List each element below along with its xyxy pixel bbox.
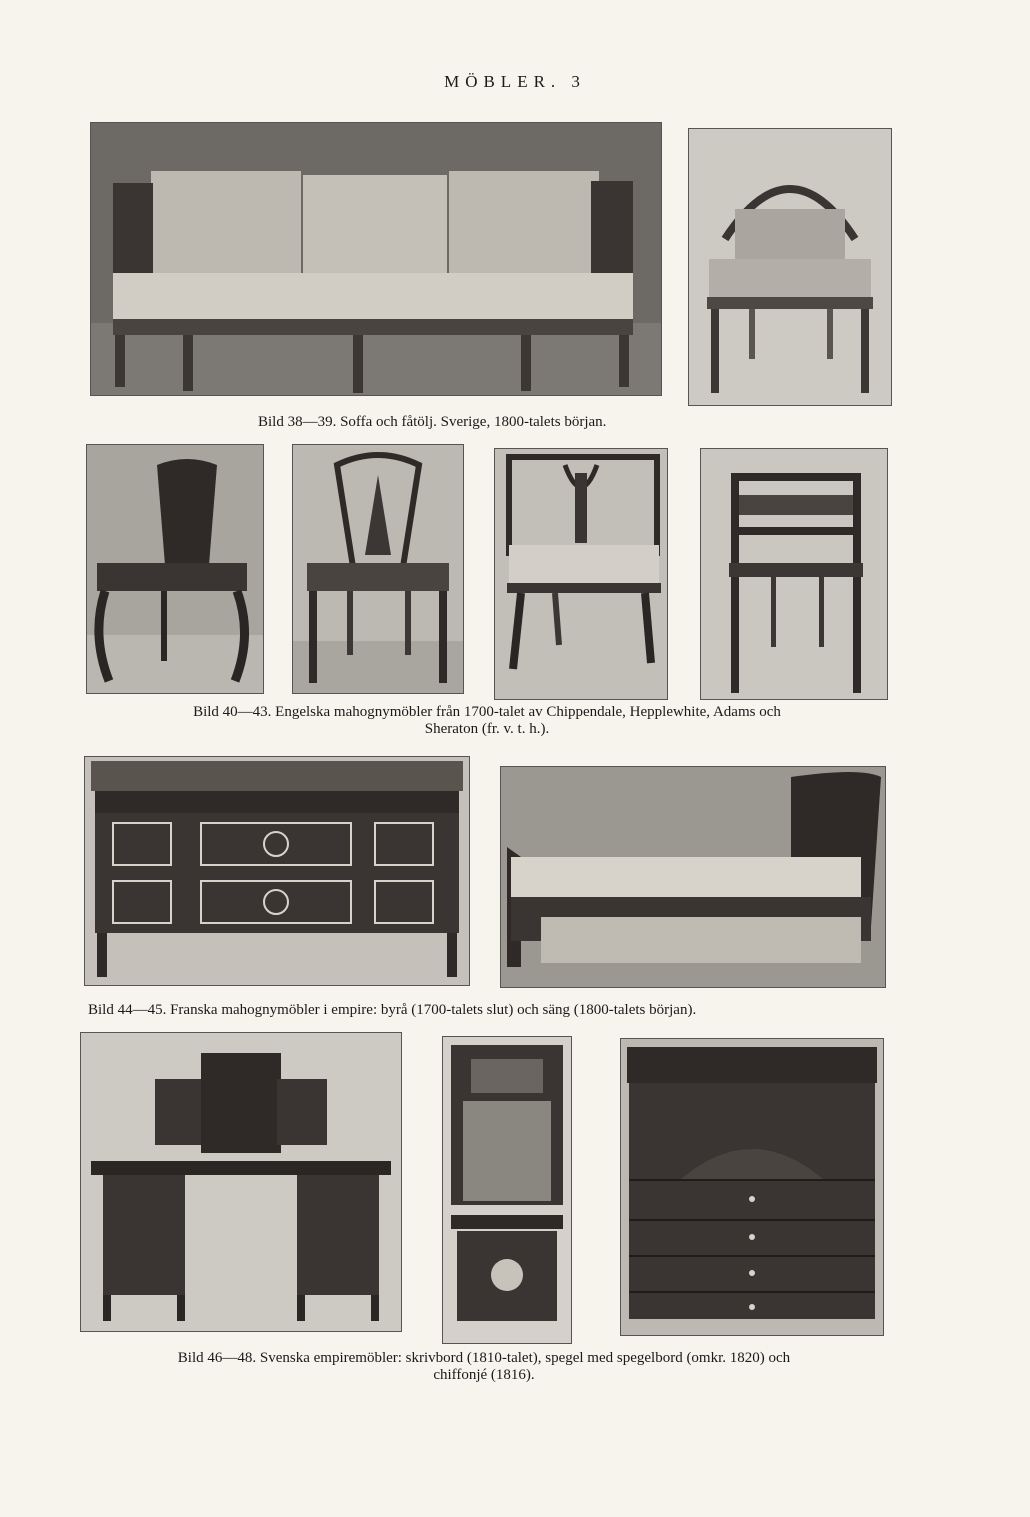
writing-desk-illustration: [81, 1033, 401, 1331]
chiffonier-illustration: [621, 1039, 883, 1335]
mirror-table-photo: [442, 1036, 572, 1344]
armchair-photo: [688, 128, 892, 406]
adams-chair-illustration: [495, 449, 667, 699]
chiffonier-photo: [620, 1038, 884, 1336]
empire-bed-illustration: [501, 767, 885, 987]
chippendale-chair-photo: [86, 444, 264, 694]
caption-44-45: Bild 44—45. Franska mahognymöbler i empire: byrå (1700-talets slut) och säng (1800-talets början).: [88, 1002, 697, 1018]
commode-illustration: [85, 757, 469, 985]
empire-bed-photo: [500, 766, 886, 988]
adams-chair-photo: [494, 448, 668, 700]
armchair-illustration: [689, 129, 891, 405]
caption-46-48-line1: Bild 46—48. Svenska empiremöbler: skrivbord (1810-talet), spegel med spegelbord (omkr. 1820) och: [177, 1350, 791, 1366]
page-header: MÖBLER. 3: [444, 72, 586, 91]
sofa-photo: [90, 122, 662, 396]
sheraton-chair-illustration: [701, 449, 887, 699]
caption-40-43-line1: Bild 40—43. Engelska mahognymöbler från 1700-talet av Chippendale, Hepplewhite, Adams och: [193, 704, 781, 720]
sheraton-chair-photo: [700, 448, 888, 700]
hepplewhite-chair-photo: [292, 444, 464, 694]
caption-38-39: Bild 38—39. Soffa och fåtölj. Sverige, 1800-talets början.: [258, 414, 607, 430]
caption-46-48-line2: chiffonjé (1816).: [433, 1367, 535, 1383]
chippendale-chair-illustration: [87, 445, 263, 693]
commode-photo: [84, 756, 470, 986]
sofa-illustration: [91, 123, 661, 395]
writing-desk-photo: [80, 1032, 402, 1332]
mirror-table-illustration: [443, 1037, 571, 1343]
caption-40-43-line2: Sheraton (fr. v. t. h.).: [424, 721, 550, 737]
hepplewhite-chair-illustration: [293, 445, 463, 693]
